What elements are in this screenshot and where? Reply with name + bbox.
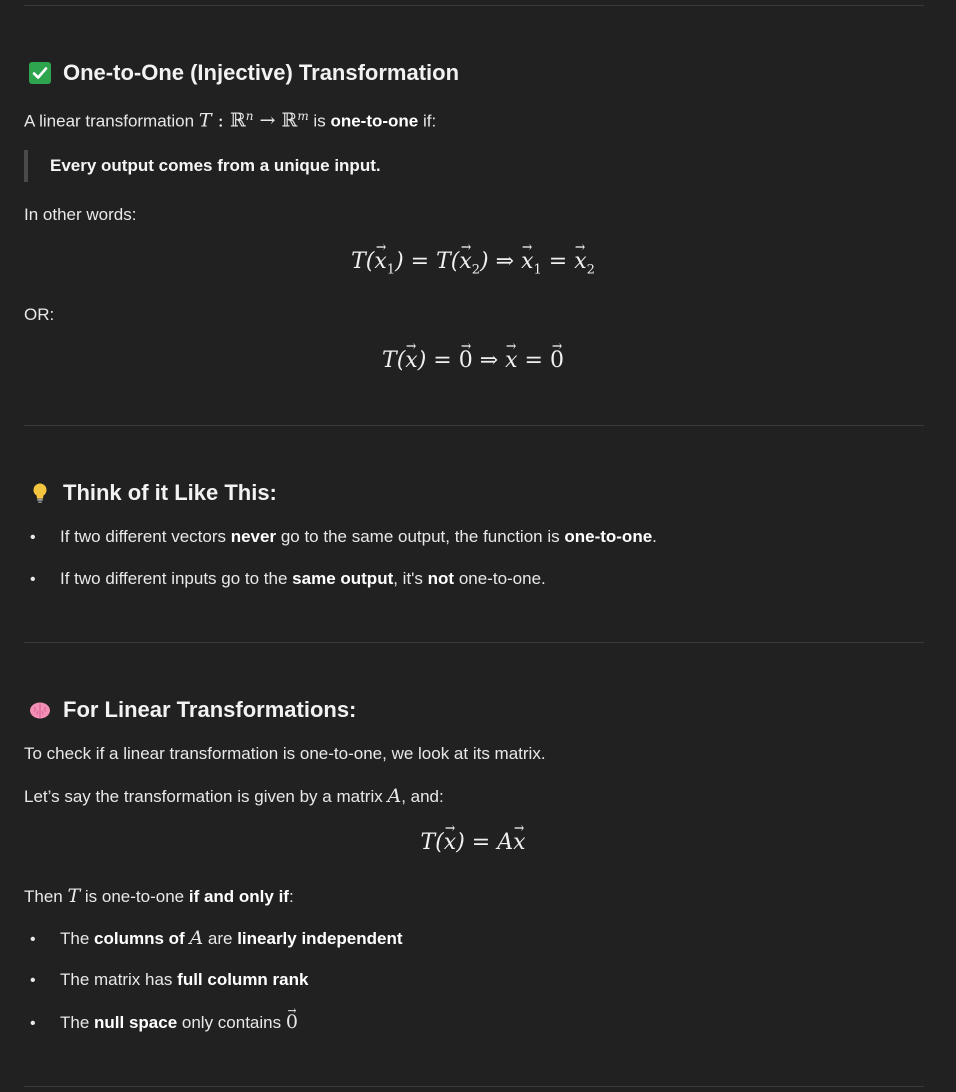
bullet: • bbox=[30, 529, 36, 546]
then-prefix: Then bbox=[24, 887, 68, 906]
list-item bbox=[24, 525, 657, 550]
li2-a: The matrix has bbox=[60, 970, 178, 989]
li3-c: only contains bbox=[177, 1013, 286, 1032]
then-paragraph bbox=[24, 884, 294, 909]
math-A: A bbox=[387, 785, 402, 807]
eq1-T1: T( bbox=[351, 249, 375, 274]
eq1-sub4: 2 bbox=[586, 262, 595, 278]
li1-c: are bbox=[203, 929, 238, 948]
p1-text: To check if a linear transformation is one-to-one, we look at its matrix. bbox=[24, 744, 546, 763]
section-heading-text: For Linear Transformations: bbox=[63, 697, 357, 722]
or-label-text: OR: bbox=[24, 305, 55, 324]
bullet: • bbox=[30, 1015, 36, 1032]
eq1-x2: x → bbox=[459, 249, 471, 274]
list-item bbox=[24, 968, 308, 993]
list-item bbox=[24, 926, 403, 952]
b1-a: If two different vectors bbox=[60, 527, 231, 546]
math-arrow: → bbox=[253, 109, 282, 132]
eq3-close: ) = A bbox=[456, 830, 514, 855]
section-heading-linear bbox=[29, 695, 356, 725]
intro-bold: one-to-one bbox=[330, 111, 419, 131]
section-heading-think bbox=[29, 478, 277, 508]
li3-b: null space bbox=[94, 1013, 178, 1032]
eq1-eq: = bbox=[541, 249, 575, 274]
li1-A: A bbox=[189, 927, 204, 949]
eq2-implies: ⇒ bbox=[472, 348, 506, 373]
eq1-close2: ) ⇒ bbox=[480, 249, 522, 274]
li1-a: The bbox=[60, 929, 95, 948]
intro-paragraph bbox=[24, 104, 436, 134]
or-label bbox=[24, 303, 54, 327]
blockquote bbox=[24, 150, 381, 182]
li3-zero: 0 → bbox=[286, 1010, 298, 1034]
math-R2: ℝ bbox=[281, 109, 298, 132]
eq3-x2: x → bbox=[513, 830, 525, 855]
intro-suffix: if: bbox=[418, 111, 437, 131]
eq1-x3: x → bbox=[521, 249, 533, 274]
section-heading-one-to-one bbox=[29, 58, 459, 88]
section-heading-text: Think of it Like This: bbox=[63, 480, 277, 505]
math-colon: : bbox=[211, 109, 230, 132]
check-paragraph bbox=[24, 742, 546, 766]
math-m: m bbox=[297, 109, 309, 123]
b2-a: If two different inputs go to the bbox=[60, 569, 293, 588]
b1-c: go to the same output, the function is bbox=[276, 527, 565, 546]
intro-prefix: A linear transformation bbox=[24, 111, 199, 131]
eq1-x4: x → bbox=[574, 249, 586, 274]
eq2-x2: x → bbox=[505, 348, 517, 373]
eq2-x: x → bbox=[405, 348, 417, 373]
li2-b: full column rank bbox=[177, 970, 309, 989]
b1-b: never bbox=[230, 527, 277, 546]
section-divider-1 bbox=[24, 425, 924, 426]
list-item bbox=[24, 567, 546, 592]
li3-a: The bbox=[60, 1013, 95, 1032]
eq1-close1: ) = T( bbox=[395, 249, 460, 274]
b1-d: one-to-one bbox=[564, 527, 653, 546]
then-mid: is one-to-one bbox=[80, 887, 189, 906]
blockquote-text: Every output comes from a unique input. bbox=[50, 156, 381, 175]
check-mark-icon bbox=[29, 62, 51, 84]
b2-c: , it's bbox=[393, 569, 428, 588]
p2-prefix: Let’s say the transformation is given by a matrix bbox=[24, 787, 388, 806]
eq2-zero1: 0 → bbox=[459, 348, 473, 373]
math-n: n bbox=[245, 109, 254, 123]
eq1-sub3: 1 bbox=[533, 262, 542, 278]
in-other-words-text: In other words: bbox=[24, 205, 137, 224]
b2-d: not bbox=[427, 569, 455, 588]
bullet: • bbox=[30, 931, 36, 948]
light-bulb-icon bbox=[29, 482, 51, 504]
eq3-T: T( bbox=[420, 830, 444, 855]
section-divider-2 bbox=[24, 642, 924, 643]
equation-injective-definition bbox=[0, 249, 946, 277]
b2-e: one-to-one. bbox=[454, 569, 546, 588]
top-divider bbox=[24, 5, 924, 6]
eq2-eq: = bbox=[517, 348, 550, 373]
intro-is: is bbox=[308, 111, 331, 131]
then-T: T bbox=[67, 885, 81, 907]
eq1-sub1: 1 bbox=[386, 262, 396, 278]
then-bold: if and only if bbox=[188, 887, 289, 906]
bullet: • bbox=[30, 972, 36, 989]
p2-suffix: , and: bbox=[401, 787, 444, 806]
li1-b: columns of bbox=[94, 929, 190, 948]
eq3-x: x → bbox=[444, 830, 456, 855]
bullet: • bbox=[30, 571, 36, 588]
eq2-T: T( bbox=[382, 348, 406, 373]
equation-matrix-form bbox=[0, 830, 946, 855]
li1-d: linearly independent bbox=[237, 929, 403, 948]
section-heading-text: One-to-One (Injective) Transformation bbox=[63, 60, 460, 85]
math-T: T bbox=[198, 109, 212, 132]
in-other-words bbox=[24, 203, 136, 227]
bottom-divider bbox=[24, 1086, 924, 1087]
list-item bbox=[24, 1010, 298, 1036]
then-suffix: : bbox=[288, 887, 294, 906]
math-R: ℝ bbox=[229, 109, 246, 132]
matrix-paragraph bbox=[24, 784, 444, 809]
b1-e: . bbox=[652, 527, 657, 546]
brain-icon bbox=[29, 699, 51, 721]
eq1-sub2: 2 bbox=[471, 262, 481, 278]
eq1-x1: x → bbox=[374, 249, 386, 274]
equation-kernel-condition bbox=[0, 348, 946, 373]
b2-b: same output bbox=[292, 569, 394, 588]
eq2-zero2: 0 → bbox=[550, 348, 564, 373]
eq2-close: ) = bbox=[417, 348, 459, 373]
